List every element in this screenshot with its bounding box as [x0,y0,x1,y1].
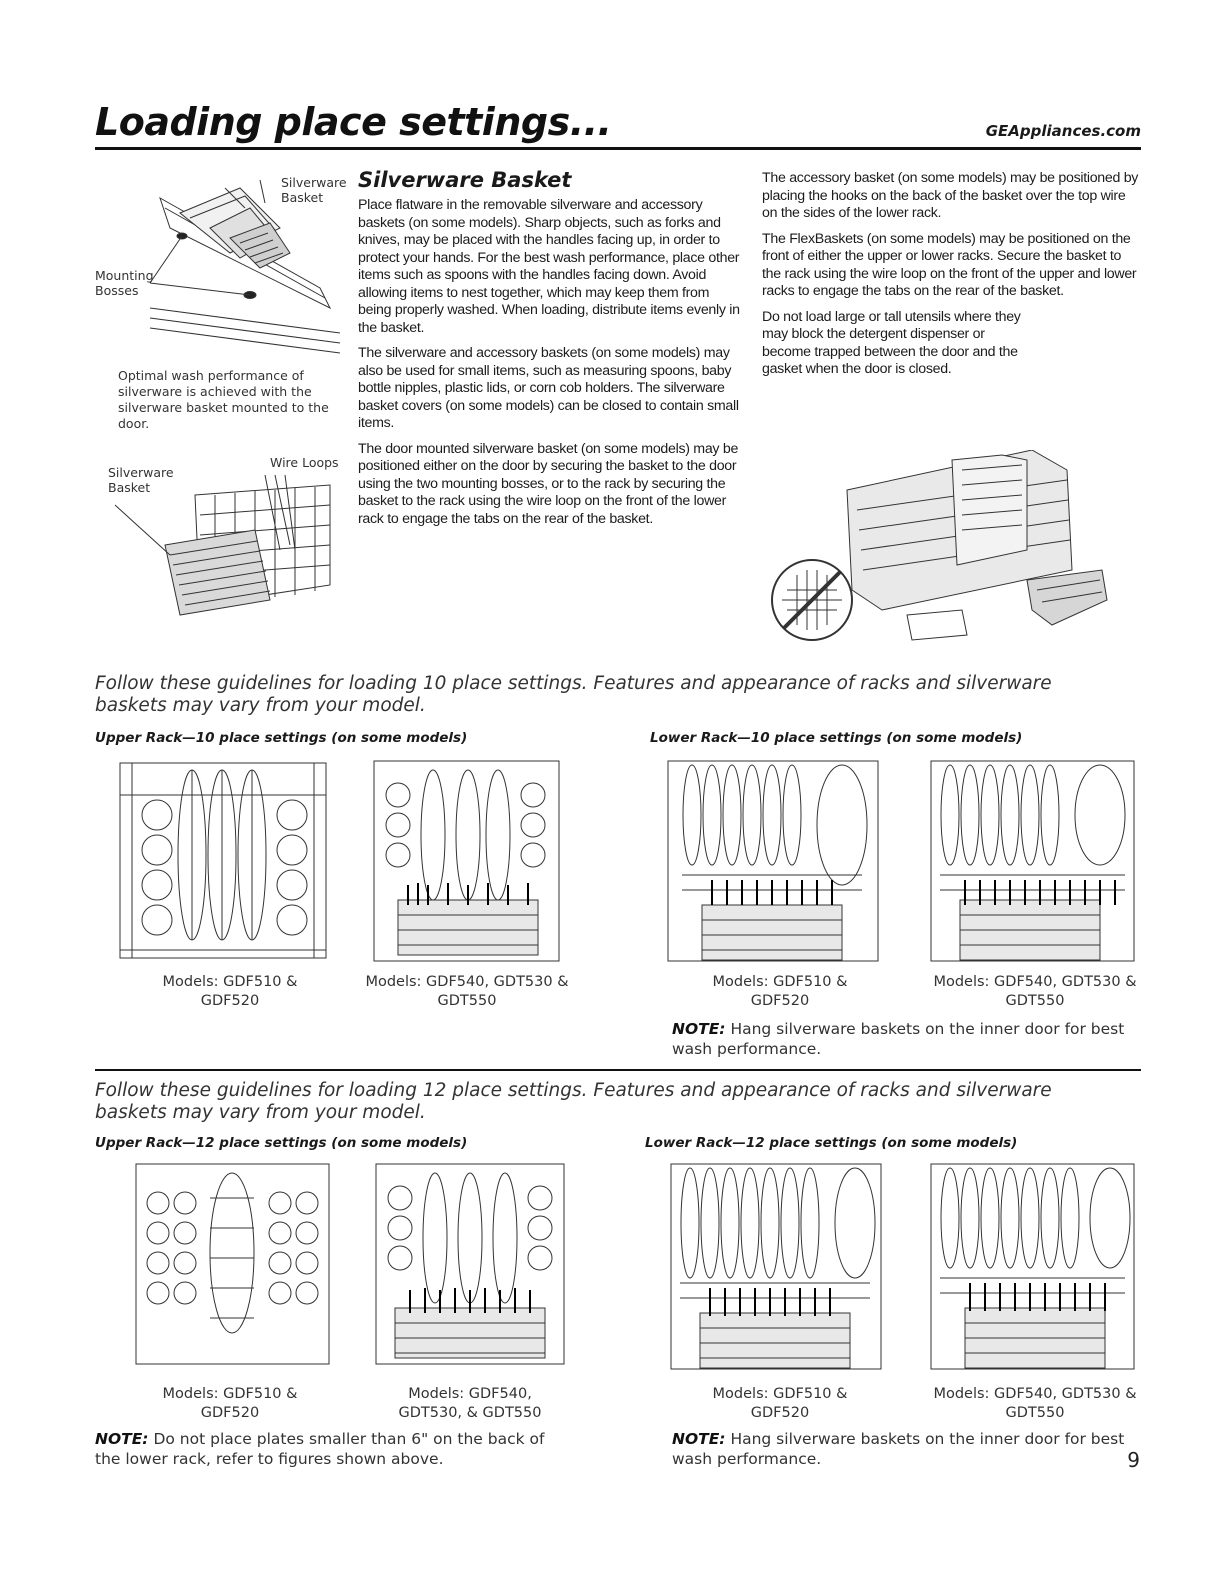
twelve-note-left [95,1429,555,1469]
twelve-note-left-text: Do not place plates smaller than 6" on the back of the lower rack, refer to figures shown above. [95,1430,545,1468]
accessory-paragraph-1: The accessory basket (on some models) may be positioned by placing the hooks on the back of the basket over the top wire on the sides of the lower rack. [762,170,1139,221]
twelve-upper-rack-heading: Upper Rack—12 place settings (on some models) [95,1135,468,1151]
flexbasket-illustration [762,450,1137,650]
ten-lower-rack-b-figure [925,755,1140,970]
ten-model-label-3: Models: GDF510 & GDF520 [712,974,848,1009]
ten-model-label-2: Models: GDF540, GDT530 & GDT550 [365,974,569,1009]
accessory-paragraph-3: Do not load large or tall utensils where they may block the detergent dispenser or become trapped between the door and the gasket when the door is closed. [762,308,1021,377]
twelve-lower-rack-a-figure [665,1158,887,1378]
door-basket-caption: Optimal wash performance of silverware is achieved with the silverware basket mounted to the door. [118,368,329,431]
wire-loops-label: Wire Loops [270,455,339,470]
lower-rack-illustration [665,1158,887,1378]
basket-paragraph-3: The door mounted silverware basket (on some models) may be positioned either on the door by securing the basket to the door using the two mounting bosses, or to the rack by securing the basket to the rack using the wire loop on the front of the lower rack to engage the tabs on the rear of the basket. [358,440,739,527]
header-rule [95,147,1141,150]
silverware-basket-label-2: Silverware Basket [108,465,174,495]
ten-upper-rack-b-figure [368,755,565,970]
twelve-note-left-label: NOTE: [95,1430,149,1448]
upper-rack-illustration [130,1158,335,1373]
twelve-note-right-label: NOTE: [672,1430,726,1448]
upper-rack-illustration [370,1158,570,1373]
ten-model-label-1: Models: GDF510 & GDF520 [162,974,298,1009]
ten-lower-rack-heading: Lower Rack—10 place settings (on some models) [650,730,1023,746]
ten-note [672,1019,1132,1059]
ten-upper-rack-a-figure [112,755,334,970]
silverware-basket-body [358,197,740,528]
page-title: Loading place settings... [95,100,612,144]
ten-model-label-4: Models: GDF540, GDT530 & GDT550 [933,974,1137,1009]
twelve-note-right [672,1429,1132,1469]
lower-rack-illustration [925,1158,1140,1378]
accessory-basket-body [762,170,1142,379]
basket-paragraph-1: Place flatware in the removable silverware and accessory baskets (on some models). Sharp objects, such as forks and knives, may be placed with the handles facing up, in order to protect your hands. For the best wash performance, place other items such as spoons with the handles facing down. Avoid allowing items to nest together, which may keep them from being properly washed. When loading, distribute items evenly in the basket. [358,197,740,336]
ten-lower-rack-a-figure [662,755,884,970]
ten-place-guidelines: Follow these guidelines for loading 10 place settings. Features and appearance of racks and silverware baskets may vary from your model. [95,673,1052,716]
twelve-upper-rack-a-figure [130,1158,335,1373]
twelve-model-label-2: Models: GDF540, GDT530, & GDT550 [398,1386,542,1421]
section-divider [95,1069,1141,1071]
twelve-upper-rack-b-figure [370,1158,570,1373]
basket-paragraph-2: The silverware and accessory baskets (on some models) may also be used for small items, such as measuring spoons, baby bottle nipples, plastic lids, or corn cob holders. The silverware basket covers (on some models) can be closed to contain small items. [358,345,739,431]
flexbasket-figure [762,450,1137,650]
lower-rack-illustration [925,755,1140,970]
lower-rack-illustration [662,755,884,970]
mounting-bosses-label: Mounting Bosses [95,268,154,298]
twelve-lower-rack-b-figure [925,1158,1140,1378]
twelve-model-label-1: Models: GDF510 & GDF520 [162,1386,298,1421]
upper-rack-illustration [112,755,334,970]
twelve-note-right-text: Hang silverware baskets on the inner door for best wash performance. [672,1430,1125,1468]
silverware-basket-label-1: Silverware Basket [281,175,347,205]
upper-rack-illustration [368,755,565,970]
ten-note-text: Hang silverware baskets on the inner door for best wash performance. [672,1020,1125,1058]
site-url: GEAppliances.com [985,122,1141,140]
ten-upper-rack-heading: Upper Rack—10 place settings (on some models) [95,730,468,746]
twelve-place-guidelines: Follow these guidelines for loading 12 place settings. Features and appearance of racks and silverware baskets may vary from your model. [95,1080,1052,1123]
twelve-model-label-3: Models: GDF510 & GDF520 [712,1386,848,1421]
accessory-paragraph-2: The FlexBaskets (on some models) may be positioned on the front of either the upper or lower racks. Secure the basket to the rack using the wire loop on the front of the upper and lower racks to engage the tabs on the rear of the basket. [762,230,1137,299]
ten-note-label: NOTE: [672,1020,726,1038]
page-number: 9 [1127,1448,1140,1472]
silverware-basket-heading: Silverware Basket [358,168,572,192]
twelve-lower-rack-heading: Lower Rack—12 place settings (on some models) [645,1135,1018,1151]
twelve-model-label-4: Models: GDF540, GDT530 & GDT550 [933,1386,1137,1421]
